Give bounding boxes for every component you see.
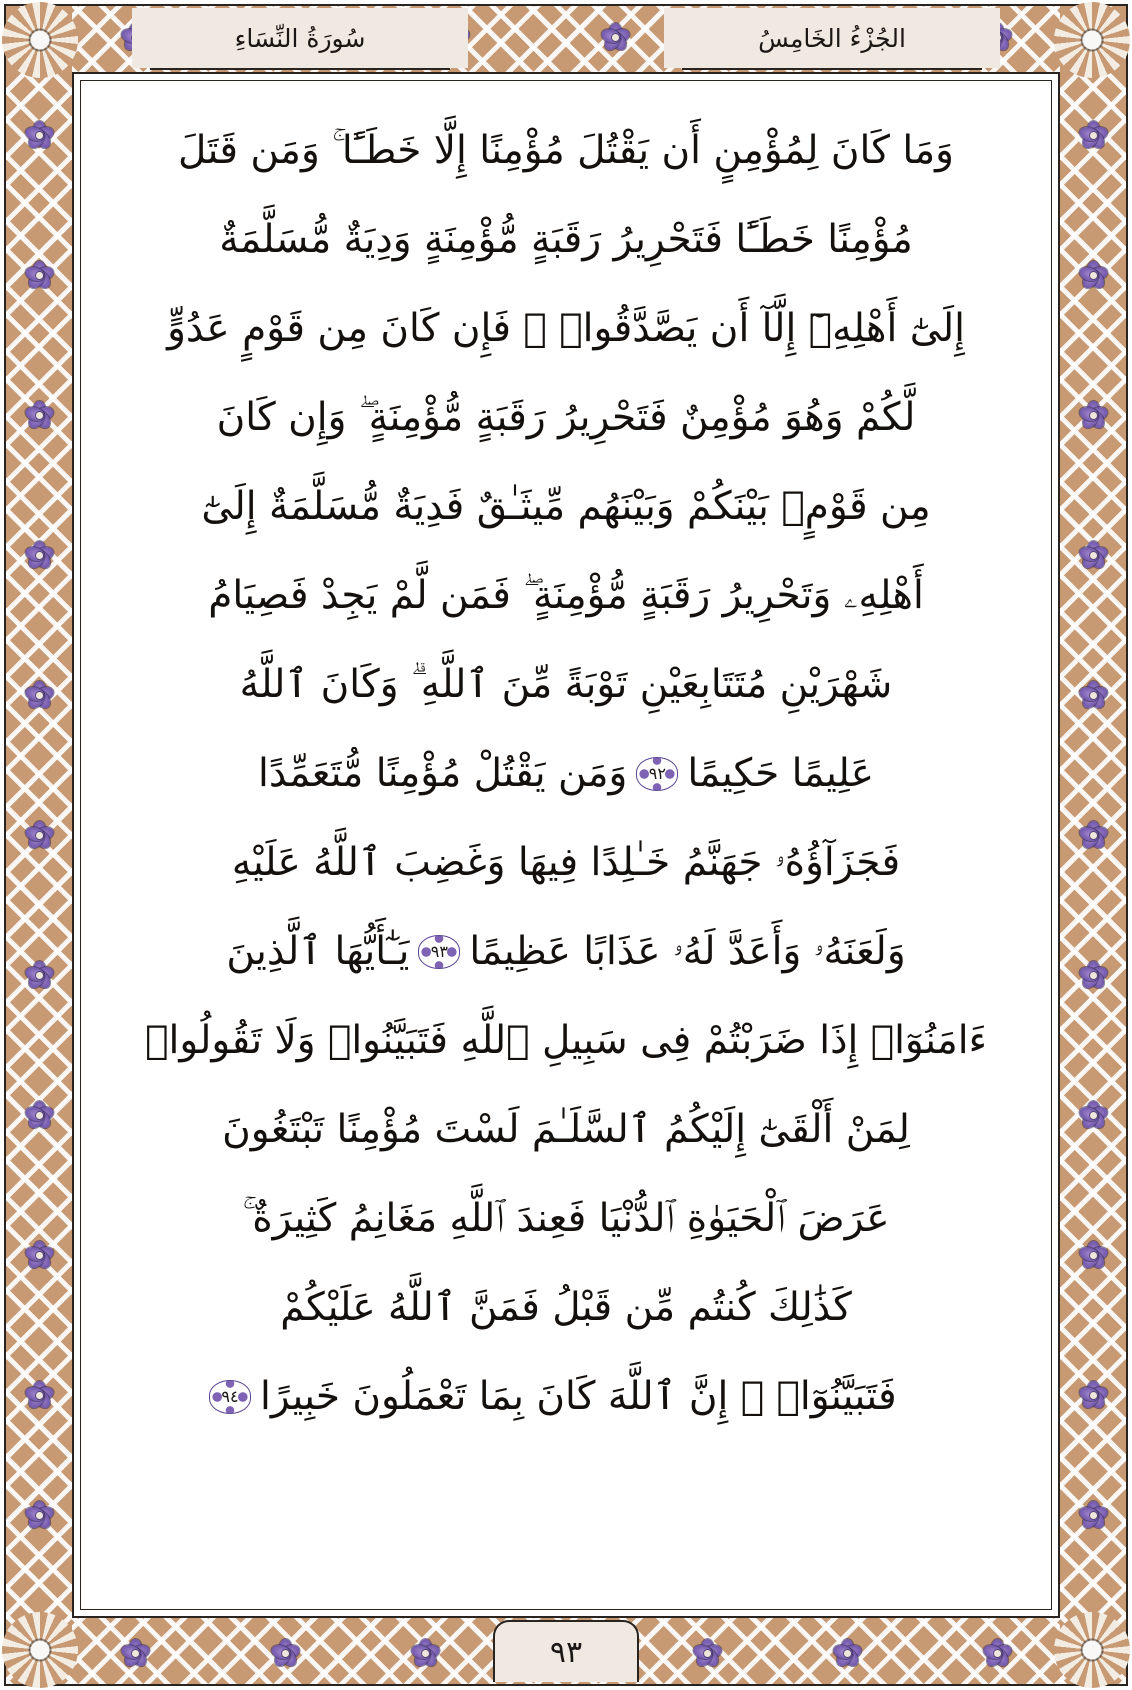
ayah-line	[110, 1352, 1022, 1441]
ayah-line	[110, 1085, 1022, 1174]
page-number-plate	[493, 1620, 639, 1682]
page-header	[150, 8, 982, 70]
ayah-text: فَتَبَيَّنُوٓا۟ ۚ إِنَّ ٱللَّهَ كَانَ بِمَا تَعْمَلُونَ خَبِيرًا	[260, 1374, 897, 1419]
ayah-text: لَّكُمْ وَهُوَ مُؤْمِنٌ فَتَحْرِيرُ رَقَبَةٍ مُّؤْمِنَةٍ ۖ وَإِن كَانَ	[216, 395, 916, 440]
surah-cartouche	[150, 8, 450, 70]
ayah-line	[110, 907, 1022, 996]
surah-name: سُورَةُ النِّسَاءِ	[234, 23, 366, 53]
corner-medallion-top-left	[2, 2, 78, 78]
ayah-text: عَرَضَ ٱلْحَيَوٰةِ ٱلدُّنْيَا فَعِندَ ٱللَّهِ مَغَانِمُ كَثِيرَةٌ ۚ	[242, 1196, 890, 1241]
ayah-line	[110, 996, 1022, 1085]
ayah-text: ءَامَنُوٓا۟ إِذَا ضَرَبْتُمْ فِى سَبِيلِ ٱللَّهِ فَتَبَيَّنُوا۟ وَلَا تَقُولُوا۟	[145, 1018, 987, 1063]
ayah-line	[110, 1174, 1022, 1263]
ayah-text: كَذَٰلِكَ كُنتُم مِّن قَبْلُ فَمَنَّ ٱللَّهُ عَلَيْكُمْ	[280, 1285, 852, 1330]
corner-medallion-top-right	[1054, 2, 1130, 78]
page-number: ٩٣	[549, 1634, 583, 1670]
ayah-text: شَهْرَيْنِ مُتَتَابِعَيْنِ تَوْبَةً مِّنَ ٱللَّهِ ۗ وَكَانَ ٱللَّهُ	[239, 662, 893, 707]
ornament-band-right	[1060, 6, 1126, 1684]
ayah-text: إِلَىٰٓ أَهْلِهِۦٓ إِلَّآ أَن يَصَّدَّقُوا۟ ۚ فَإِن كَانَ مِن قَوْمٍ عَدُوٍّ	[167, 306, 965, 351]
ayah-text: وَمَن يَقْتُلْ مُؤْمِنًا مُّتَعَمِّدًا	[257, 751, 628, 796]
ayah-line	[110, 1263, 1022, 1352]
ayah-number-marker: ٩٤	[209, 1380, 251, 1414]
juz-name: الجُزْءُ الخَامِسُ	[758, 23, 906, 53]
ayah-text: أَهْلِهِۦ وَتَحْرِيرُ رَقَبَةٍ مُّؤْمِنَةٍ ۖ فَمَن لَّمْ يَجِدْ فَصِيَامُ	[208, 573, 924, 618]
ayah-text: وَمَا كَانَ لِمُؤْمِنٍ أَن يَقْتُلَ مُؤْمِنًا إِلَّا خَطَـًٔا ۚ وَمَن قَتَلَ	[178, 128, 954, 173]
ornament-band-left	[6, 6, 72, 1684]
ayah-text: وَلَعَنَهُۥ وَأَعَدَّ لَهُۥ عَذَابًا عَظِيمًا	[469, 929, 906, 974]
ayah-text: فَجَزَآؤُهُۥ جَهَنَّمُ خَـٰلِدًا فِيهَا وَغَضِبَ ٱللَّهُ عَلَيْهِ	[231, 840, 901, 885]
ayah-line	[110, 373, 1022, 462]
ayah-line	[110, 462, 1022, 551]
ayah-line	[110, 106, 1022, 195]
ayah-line	[110, 640, 1022, 729]
ayah-text: مِن قَوْمٍۭ بَيْنَكُمْ وَبَيْنَهُم مِّيثَـٰقٌ فَدِيَةٌ مُّسَلَّمَةٌ إِلَىٰٓ	[201, 484, 931, 529]
ayah-line	[110, 551, 1022, 640]
quran-text-body	[84, 84, 1048, 1606]
ayah-line	[110, 729, 1022, 818]
ayah-line	[110, 195, 1022, 284]
ayah-number-marker: ٩٢	[636, 757, 678, 791]
ayah-text: يَـٰٓأَيُّهَا ٱلَّذِينَ	[226, 929, 410, 974]
corner-medallion-bottom-left	[2, 1612, 78, 1688]
ayah-number-marker: ٩٣	[418, 935, 460, 969]
ayah-text: لِمَنْ أَلْقَىٰٓ إِلَيْكُمُ ٱلسَّلَـٰمَ لَسْتَ مُؤْمِنًا تَبْتَغُونَ	[222, 1107, 910, 1152]
ayah-text: مُؤْمِنًا خَطَـًٔا فَتَحْرِيرُ رَقَبَةٍ مُّؤْمِنَةٍ وَدِيَةٌ مُّسَلَّمَةٌ	[219, 217, 913, 262]
ayah-text: عَلِيمًا حَكِيمًا	[687, 751, 875, 796]
ayah-line	[110, 818, 1022, 907]
juz-cartouche	[682, 8, 982, 70]
corner-medallion-bottom-right	[1054, 1612, 1130, 1688]
ayah-line	[110, 284, 1022, 373]
